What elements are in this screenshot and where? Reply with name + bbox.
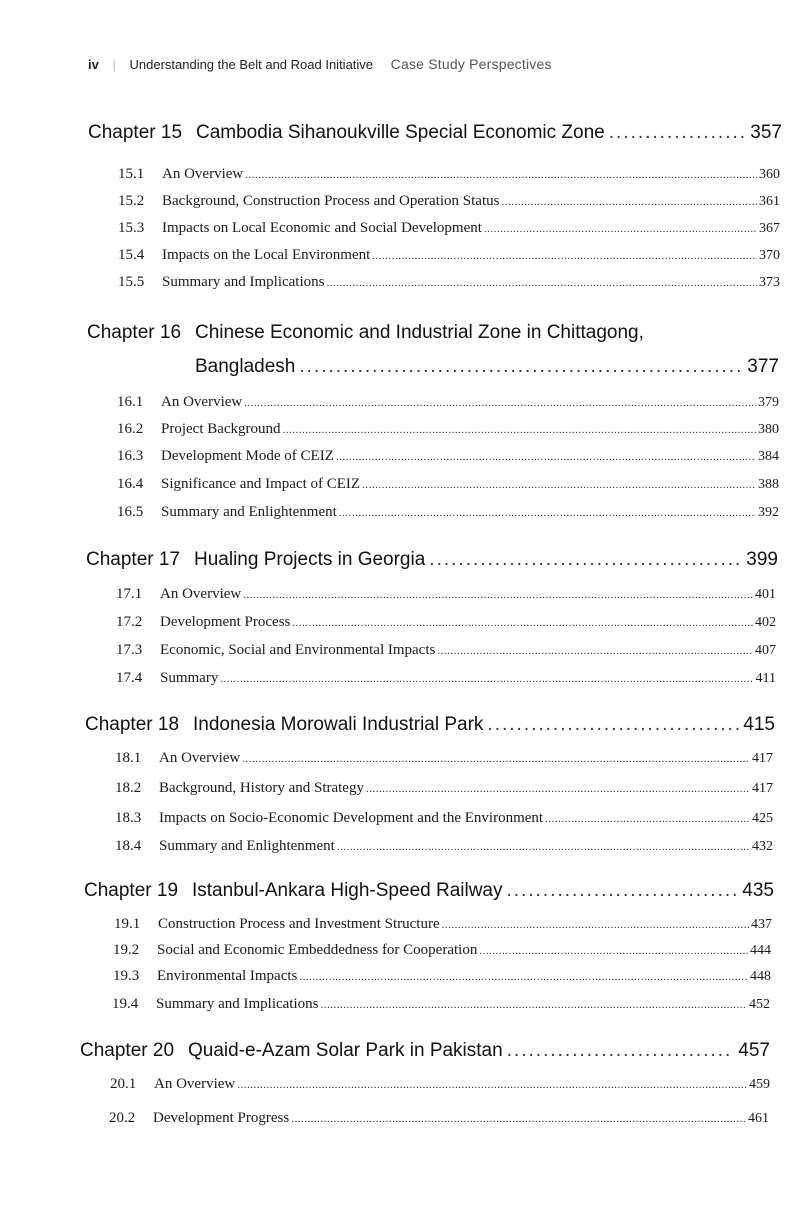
section-page-number: 461 (748, 1111, 769, 1126)
section-entry (117, 448, 779, 465)
dot-leader (237, 1079, 747, 1091)
section-title: Development Progress (153, 1110, 290, 1126)
section-page-number: 407 (755, 643, 776, 658)
section-page-number: 417 (752, 751, 773, 766)
chapter-page-number: 435 (742, 880, 774, 901)
section-page-number: 432 (752, 839, 773, 854)
dot-leader (299, 356, 743, 378)
chapter-page-number: 399 (746, 549, 778, 570)
section-page-number: 380 (758, 422, 779, 437)
section-number: 20.1 (110, 1076, 137, 1092)
section-title: Economic, Social and Environmental Impacts (160, 642, 436, 658)
section-number: 20.2 (109, 1110, 136, 1126)
section-number: 16.5 (117, 504, 144, 520)
section-entry (113, 968, 771, 985)
section-entry (115, 838, 773, 855)
section-number: 18.4 (115, 838, 142, 854)
section-entry (115, 750, 773, 767)
section-title: Summary and Implications (162, 274, 325, 290)
section-title: An Overview (154, 1076, 236, 1092)
section-page-number: 384 (758, 449, 779, 464)
section-title: Summary and Implications (156, 996, 319, 1012)
dot-leader (507, 880, 739, 902)
section-number: 15.2 (118, 193, 145, 209)
section-title: Project Background (161, 421, 281, 437)
chapter-label: Chapter 20 (80, 1040, 175, 1061)
section-page-number: 367 (759, 221, 780, 236)
dot-leader (429, 549, 742, 571)
section-entry (118, 193, 780, 210)
section-title: An Overview (160, 586, 242, 602)
chapter-title: Chinese Economic and Industrial Zone in Chittagong, (195, 322, 644, 343)
dot-leader (326, 277, 757, 289)
section-number: 16.2 (117, 421, 144, 437)
header-separator: | (112, 57, 116, 72)
section-page-number: 361 (759, 194, 780, 209)
section-number: 15.4 (118, 247, 145, 263)
section-number: 15.1 (118, 166, 145, 182)
section-page-number: 360 (759, 167, 780, 182)
section-entry (115, 780, 773, 797)
section-entry (115, 810, 773, 827)
section-entry (113, 942, 771, 959)
dot-leader (366, 783, 750, 795)
section-title: Background, History and Strategy (159, 780, 364, 796)
section-number: 17.1 (116, 586, 143, 602)
section-entry (117, 504, 779, 521)
chapter-label: Chapter 15 (88, 122, 183, 143)
section-page-number: 370 (759, 248, 780, 263)
section-page-number: 379 (758, 395, 779, 410)
section-entry (118, 220, 780, 237)
section-page-number: 452 (749, 997, 770, 1012)
section-title: Summary and Enlightenment (161, 504, 337, 520)
section-page-number: 417 (752, 781, 773, 796)
dot-leader (609, 122, 747, 144)
section-entry (114, 916, 772, 933)
section-entry (117, 394, 779, 411)
section-entry (109, 1110, 769, 1127)
section-entry (112, 996, 770, 1013)
section-number: 18.3 (115, 810, 142, 826)
running-header (88, 56, 552, 72)
section-number: 17.4 (116, 670, 143, 686)
section-title: Impacts on Local Economic and Social Development (162, 220, 482, 236)
section-title: Summary (160, 670, 219, 686)
dot-leader (339, 507, 756, 519)
chapter-label: Chapter 19 (84, 880, 179, 901)
dot-leader (292, 617, 753, 629)
section-entry (118, 247, 780, 264)
dot-leader (442, 919, 749, 931)
chapter-title: Istanbul-Ankara High-Speed Railway (192, 880, 503, 901)
chapter-16-title-continuation (195, 356, 779, 378)
dot-leader (501, 196, 757, 208)
section-page-number: 411 (755, 671, 776, 686)
section-entry (117, 476, 779, 493)
chapter-title: Quaid-e-Azam Solar Park in Pakistan (188, 1040, 503, 1061)
dot-leader (545, 813, 750, 825)
section-number: 19.3 (113, 968, 140, 984)
section-title: An Overview (162, 166, 244, 182)
chapter-title: Cambodia Sihanoukville Special Economic Zone (196, 122, 605, 143)
dot-leader (245, 169, 757, 181)
chapter-label: Chapter 17 (86, 549, 181, 570)
chapter-page-number: 415 (743, 714, 775, 735)
section-number: 15.5 (118, 274, 145, 290)
section-entry (116, 614, 776, 631)
section-title: Summary and Enlightenment (159, 838, 335, 854)
section-title: Development Process (160, 614, 291, 630)
section-number: 18.1 (115, 750, 142, 766)
dot-leader (362, 479, 756, 491)
section-page-number: 401 (755, 587, 776, 602)
section-entry (118, 166, 780, 183)
dot-leader (220, 673, 753, 685)
dot-leader (283, 424, 756, 436)
section-page-number: 392 (758, 505, 779, 520)
section-number: 16.4 (117, 476, 144, 492)
section-title: Construction Process and Investment Structure (158, 916, 440, 932)
dot-leader (337, 841, 750, 853)
chapter-page-number: 377 (747, 356, 779, 377)
header-subtitle: Case Study Perspectives (390, 56, 552, 72)
chapter-18-entry (85, 714, 775, 736)
section-entry (110, 1076, 770, 1093)
dot-leader (244, 397, 756, 409)
section-number: 19.2 (113, 942, 140, 958)
section-page-number: 448 (750, 969, 771, 984)
section-title: An Overview (159, 750, 241, 766)
dot-leader (484, 223, 757, 235)
section-entry (117, 421, 779, 438)
section-page-number: 444 (750, 943, 771, 958)
section-title: Impacts on Socio-Economic Development and the Environment (159, 810, 544, 826)
dot-leader (372, 250, 757, 262)
section-title: An Overview (161, 394, 243, 410)
section-number: 16.1 (117, 394, 144, 410)
section-title: Significance and Impact of CEIZ (161, 476, 361, 492)
dot-leader (320, 999, 747, 1011)
section-page-number: 437 (751, 917, 772, 932)
chapter-label: Chapter 18 (85, 714, 180, 735)
section-number: 19.1 (114, 916, 141, 932)
dot-leader (479, 945, 748, 957)
section-title: Impacts on the Local Environment (162, 247, 371, 263)
chapter-17-entry (86, 549, 778, 571)
section-page-number: 373 (759, 275, 780, 290)
section-number: 17.2 (116, 614, 143, 630)
section-entry (118, 274, 780, 291)
section-title: Environmental Impacts (157, 968, 298, 984)
header-page-number: iv (88, 57, 99, 72)
chapter-page-number: 357 (750, 122, 782, 143)
section-entry (116, 642, 776, 659)
dot-leader (299, 971, 748, 983)
dot-leader (487, 714, 739, 736)
section-page-number: 425 (752, 811, 773, 826)
header-book-title: Understanding the Belt and Road Initiative (129, 57, 374, 72)
chapter-15-entry (88, 122, 782, 144)
section-page-number: 459 (749, 1077, 770, 1092)
section-title: Development Mode of CEIZ (161, 448, 334, 464)
dot-leader (507, 1040, 735, 1062)
dot-leader (243, 589, 753, 601)
chapter-title-continued: Bangladesh (195, 356, 296, 377)
dot-leader (242, 753, 750, 765)
section-page-number: 402 (755, 615, 776, 630)
section-number: 15.3 (118, 220, 145, 236)
chapter-title: Hualing Projects in Georgia (194, 549, 426, 570)
section-entry (116, 670, 776, 687)
section-title: Social and Economic Embeddedness for Cooperation (157, 942, 478, 958)
chapter-16-entry (87, 322, 781, 344)
chapter-label: Chapter 16 (87, 322, 182, 343)
section-entry (116, 586, 776, 603)
section-number: 16.3 (117, 448, 144, 464)
section-page-number: 388 (758, 477, 779, 492)
dot-leader (437, 645, 753, 657)
chapter-page-number: 457 (738, 1040, 770, 1061)
section-title: Background, Construction Process and Operation Status (162, 193, 500, 209)
section-number: 19.4 (112, 996, 139, 1012)
dot-leader (336, 451, 756, 463)
section-number: 18.2 (115, 780, 142, 796)
chapter-20-entry (80, 1040, 770, 1062)
dot-leader (291, 1113, 746, 1125)
chapter-19-entry (84, 880, 774, 902)
section-number: 17.3 (116, 642, 143, 658)
chapter-title: Indonesia Morowali Industrial Park (193, 714, 484, 735)
